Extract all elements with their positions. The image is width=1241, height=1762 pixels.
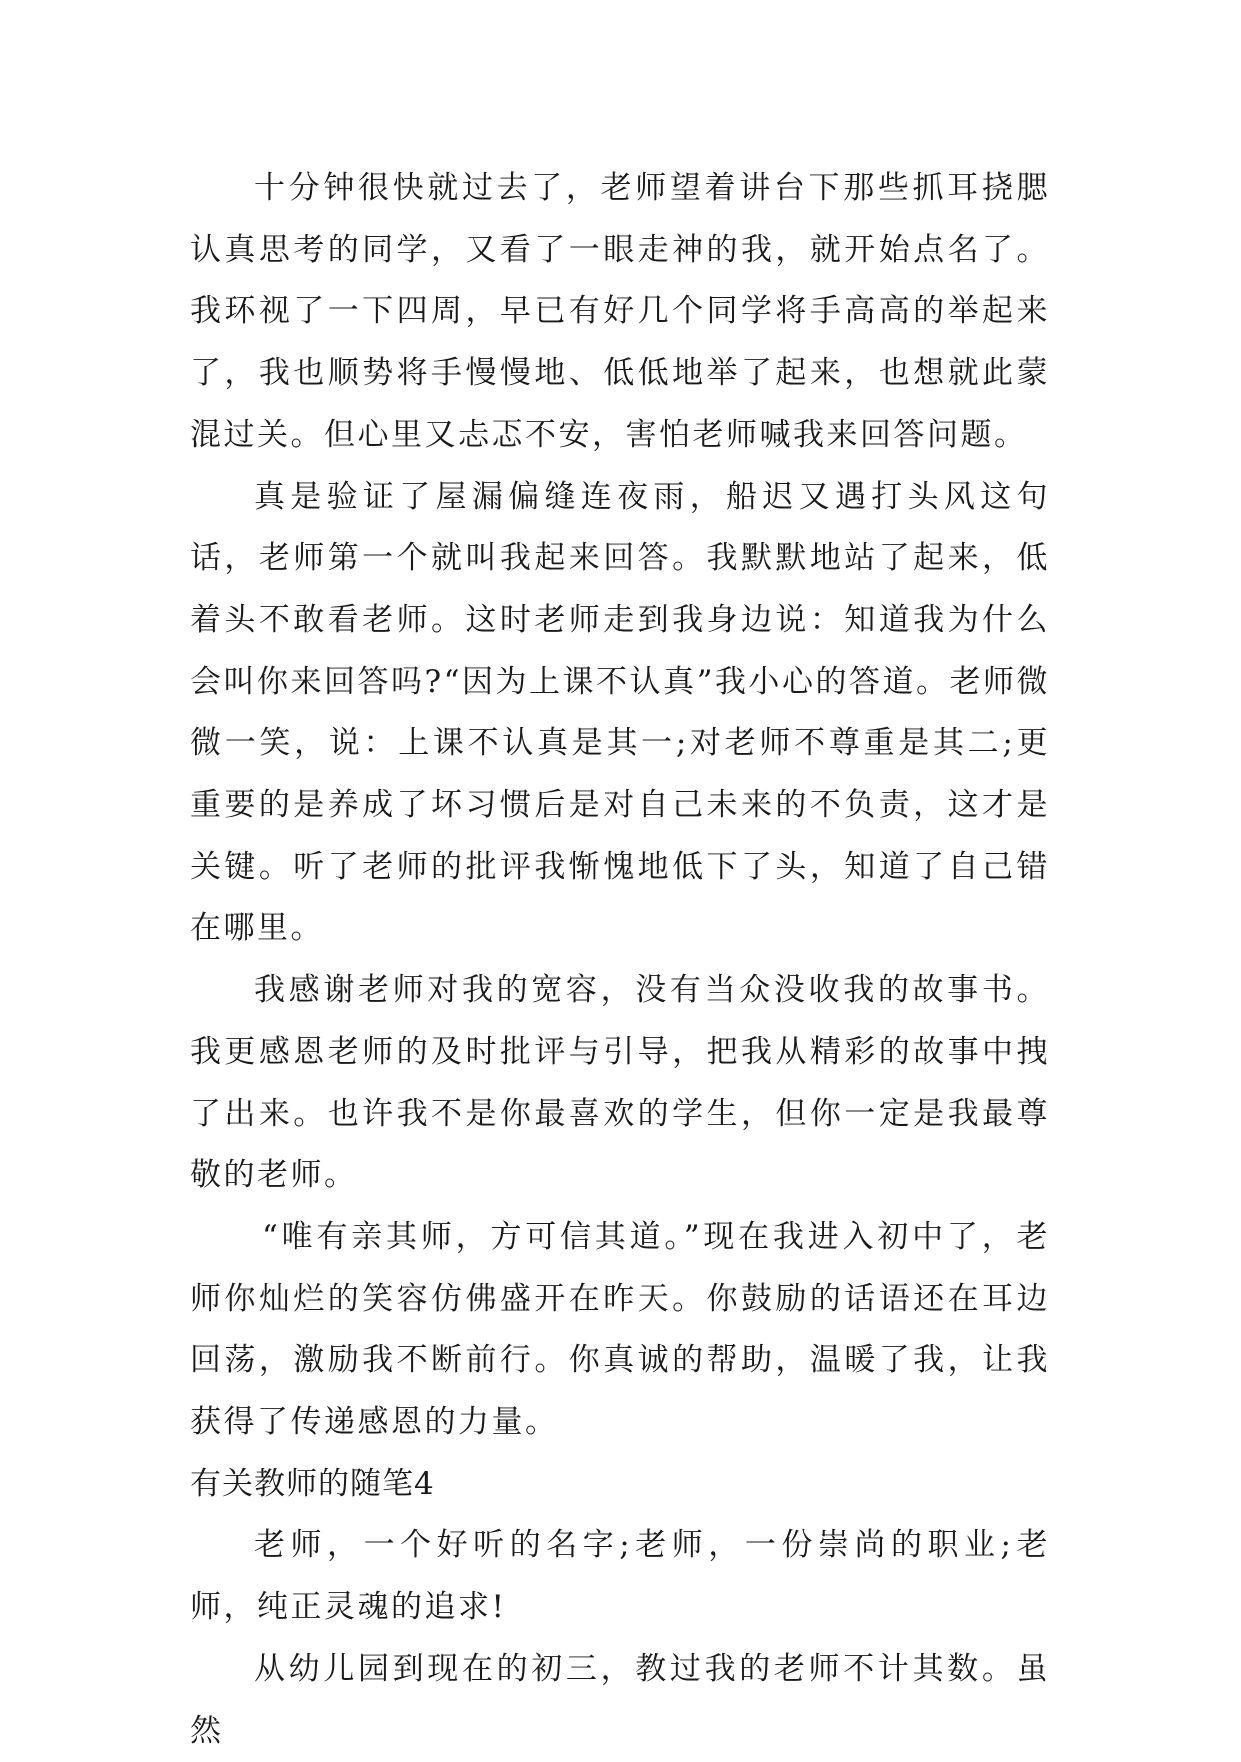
paragraph-3: 我感谢老师对我的宽容，没有当众没收我的故事书。我更感恩老师的及时批评与引导，把我从精彩的故事中拽了出来。也许我不是你最喜欢的学生，但你一定是我最尊敬的老师。 bbox=[190, 972, 1050, 1194]
section-heading: 有关教师的随笔4 bbox=[190, 1465, 435, 1502]
paragraph-4: “唯有亲其师，方可信其道。”现在我进入初中了，老师你灿烂的笑容仿佛盛开在昨天。你鼓励的话语还在耳边回荡，激励我不断前行。你真诚的帮助，温暖了我，让我获得了传递感恩的力量。 bbox=[190, 1218, 1050, 1441]
paragraph-6: 从幼儿园到现在的初三，教过我的老师不计其数。虽然 bbox=[190, 1650, 1050, 1749]
paragraph-1: 十分钟很快就过去了，老师望着讲台下那些抓耳挠腮认真思考的同学，又看了一眼走神的我，就开始点名了。我环视了一下四周，早已有好几个同学将手高高的举起来了，我也顺势将手慢慢地、低低地举了起来，也想就此蒙混过关。但心里又忐忑不安，害怕老师喊我来回答问题。 bbox=[190, 170, 1050, 453]
document-body bbox=[190, 158, 1050, 1762]
paragraph-5: 老师，一个好听的名字;老师，一份崇尚的职业;老师，纯正灵魂的追求! bbox=[190, 1527, 1050, 1626]
paragraph-2: 真是验证了屋漏偏缝连夜雨，船迟又遇打头风这句话，老师第一个就叫我起来回答。我默默地站了起来，低着头不敢看老师。这时老师走到我身边说：知道我为什么会叫你来回答吗?“因为上课不认真”我小心的答道。老师微微一笑，说：上课不认真是其一;对老师不尊重是其二;更重要的是养成了坏习惯后是对自己未来的不负责，这才是关键。听了老师的批评我惭愧地低下了头，知道了自己错在哪里。 bbox=[190, 478, 1050, 947]
